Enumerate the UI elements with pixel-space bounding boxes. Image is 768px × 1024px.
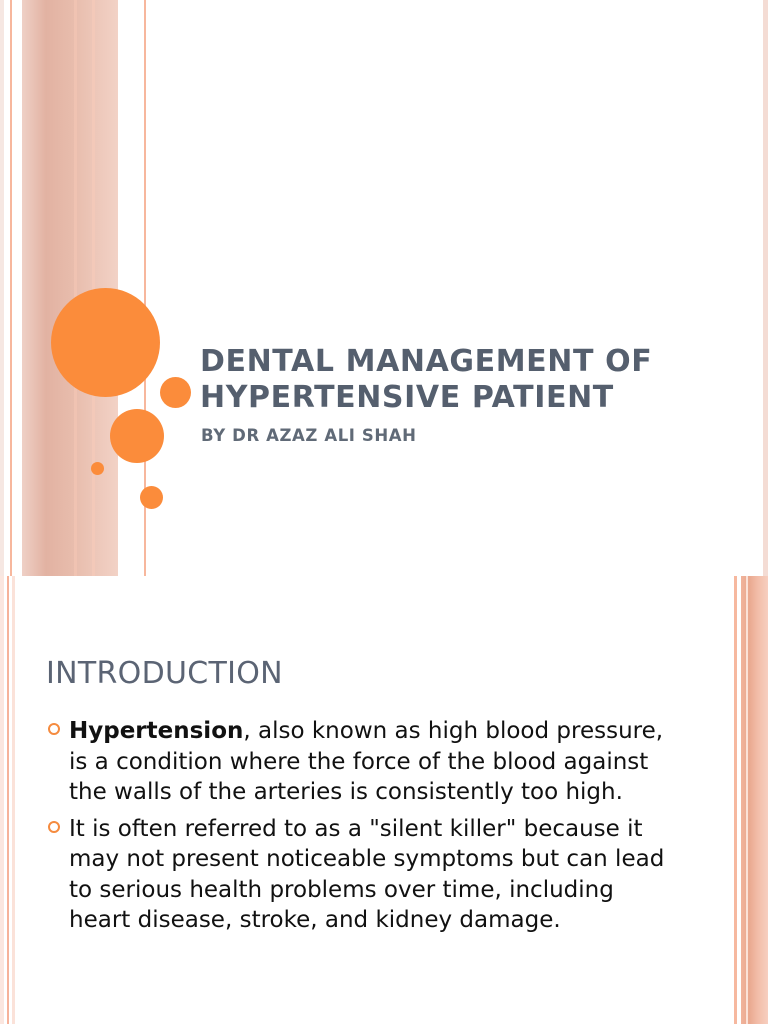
- decorative-line: [734, 576, 737, 1024]
- decorative-circle-medium: [110, 409, 164, 463]
- left-edge-band: [0, 0, 4, 576]
- introduction-slide: [0, 576, 768, 1024]
- section-heading: INTRODUCTION: [46, 656, 283, 691]
- decorative-circle-small: [140, 486, 163, 509]
- circle-outline-icon: [48, 821, 60, 833]
- left-edge-band: [0, 576, 4, 1024]
- decorative-line: [10, 0, 12, 576]
- bullet-term: Hypertension: [69, 718, 244, 744]
- slide-title: DENTAL MANAGEMENT OF HYPERTENSIVE PATIENT: [200, 344, 653, 415]
- right-edge-band: [763, 0, 768, 576]
- decorative-line: [7, 576, 9, 1024]
- slide-subtitle: BY DR AZAZ ALI SHAH: [201, 426, 417, 445]
- bullet-text: It is often referred to as a "silent killer" because it may not present noticeable symptoms but can lead to serious health problems over time, including heart disease, stroke, and kidney damage.: [69, 815, 665, 933]
- decorative-line: [746, 576, 748, 1024]
- decorative-line: [12, 576, 15, 1024]
- decorative-circle-tiny: [91, 462, 104, 475]
- decorative-line: [74, 0, 77, 576]
- decorative-circle-large: [51, 288, 160, 397]
- decorative-circle-small: [160, 377, 191, 408]
- list-item: [46, 716, 666, 808]
- bullet-text: , also known as high blood pressure, is a condition where the force of the blood against the walls of the arteries is consistently too high.: [69, 718, 664, 805]
- list-item: [46, 814, 666, 936]
- circle-outline-icon: [48, 723, 60, 735]
- bullet-list: [46, 716, 666, 942]
